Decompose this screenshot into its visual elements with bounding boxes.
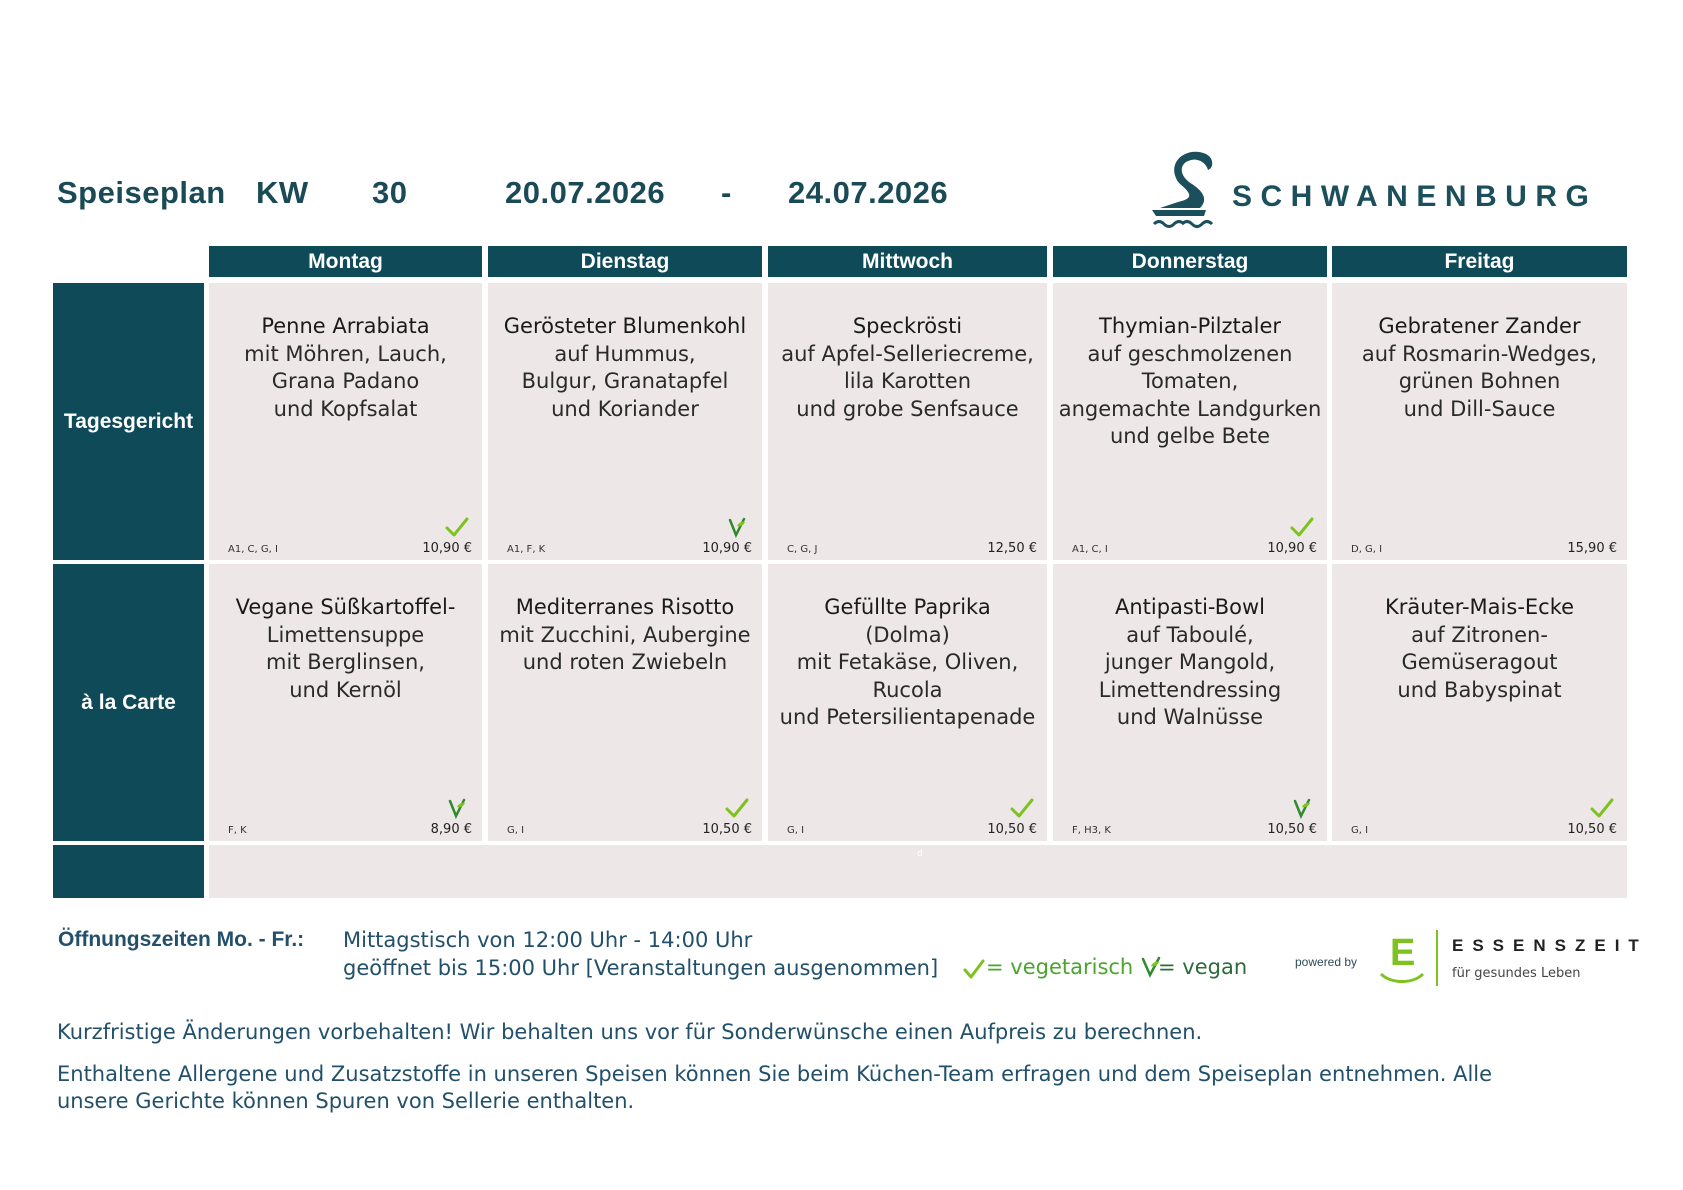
dish-line: und Babyspinat (1397, 677, 1562, 702)
menu-cell-tagesgericht-wednesday (768, 283, 1047, 560)
dish-description (1332, 313, 1627, 423)
opening-hours-line-1: Mittagstisch von 12:00 Uhr - 14:00 Uhr (343, 928, 753, 952)
vegetarian-check-icon (444, 516, 470, 538)
note-allergens-line-2: unsere Gerichte können Spuren von Sellerie enthalten. (57, 1089, 635, 1113)
dish-title: Penne Arrabiata (261, 314, 430, 338)
menu-cell-a-la-carte-friday (1332, 564, 1627, 841)
dish-description (768, 313, 1047, 423)
powered-by-label: powered by (1295, 955, 1358, 969)
dish-line: (Dolma) (865, 622, 950, 647)
extra-row (209, 845, 1627, 898)
dish-title: Vegane Süßkartoffel- (235, 595, 456, 619)
dish-line: mit Zucchini, Aubergine (499, 622, 751, 647)
note-changes: Kurzfristige Änderungen vorbehalten! Wir behalten uns vor für Sonderwünsche einen Aufpreis zu berechnen. (57, 1020, 1203, 1044)
essenszeit-logo-icon (1377, 932, 1427, 988)
dish-line: grünen Bohnen (1398, 369, 1561, 393)
dish-title: Antipasti-Bowl (1114, 595, 1266, 619)
menu-cell-tagesgericht-tuesday (488, 283, 762, 560)
dish-price: 8,90 € (430, 822, 472, 837)
row-label-empty (53, 845, 204, 898)
dish-title: Mediterranes Risotto (515, 595, 735, 619)
menu-cell-tagesgericht-friday (1332, 283, 1627, 560)
date-to: 24.07.2026 (788, 175, 949, 210)
logo-wordmark: SCHWANENBURG (1232, 180, 1598, 213)
dish-price: 10,90 € (422, 541, 472, 556)
allergen-codes: A1, F, K (507, 544, 546, 555)
day-header-friday: Freitag (1332, 246, 1627, 277)
extra-row-note: d (917, 849, 923, 859)
menu-cell-tagesgericht-thursday (1053, 283, 1327, 560)
dish-title: Thymian-Pilztaler (1099, 314, 1281, 338)
allergen-codes: F, K (228, 825, 247, 836)
dish-description (209, 594, 482, 704)
dish-line: auf Rosmarin-Wedges, (1361, 341, 1598, 366)
dish-line: Bulgur, Granatapfel (521, 369, 729, 393)
dish-title: Speckrösti (852, 314, 963, 338)
legend-vegetarian: = vegetarisch (986, 955, 1134, 979)
dish-line: auf Zitronen-Gemüseragout (1401, 622, 1558, 674)
dish-line: mit Möhren, Lauch, (244, 341, 447, 366)
dish-line: und Koriander (551, 396, 699, 421)
allergen-codes: C, G, J (787, 544, 818, 555)
dish-price: 10,50 € (1567, 822, 1617, 837)
dish-line: Limettendressing (1098, 677, 1282, 702)
opening-hours-label: Öffnungszeiten Mo. - Fr.: (58, 928, 305, 951)
dish-title: Gerösteter Blumenkohl (503, 314, 747, 338)
vegetarian-check-icon (963, 958, 985, 980)
dish-price: 10,90 € (702, 541, 752, 556)
dish-line: und Dill-Sauce (1403, 396, 1556, 421)
dish-line: und grobe Senfsauce (796, 396, 1019, 421)
dish-line: junger Mangold, (1104, 650, 1276, 674)
dish-price: 12,50 € (987, 541, 1037, 556)
dish-price: 10,50 € (987, 822, 1037, 837)
dish-description (1053, 594, 1327, 732)
vegetarian-check-icon (1589, 797, 1615, 819)
kw-number: 30 (372, 175, 408, 210)
dish-description (1332, 594, 1627, 704)
day-header-monday: Montag (209, 246, 482, 277)
dish-price: 10,50 € (702, 822, 752, 837)
date-from: 20.07.2026 (505, 175, 666, 210)
brand-divider (1436, 930, 1438, 986)
dish-line: und Petersilientapenade (779, 705, 1036, 729)
dish-description (488, 313, 762, 423)
dish-price: 15,90 € (1567, 541, 1617, 556)
dish-line: Limettensuppe (266, 622, 425, 647)
dish-line: Grana Padano (271, 369, 420, 393)
row-label-tagesgericht: Tagesgericht (53, 283, 204, 560)
menu-cell-tagesgericht-monday (209, 283, 482, 560)
dish-title: Gefüllte Paprika (824, 595, 991, 619)
dish-description (488, 594, 762, 677)
date-separator: - (721, 175, 732, 210)
dish-line: auf Hummus, (554, 341, 696, 366)
note-allergens-line-1: Enthaltene Allergene und Zusatzstoffe in unseren Speisen können Sie beim Küchen-Team erfragen und dem Speiseplan entnehmen. Alle (57, 1062, 1493, 1086)
vegan-leaf-icon (724, 516, 750, 538)
allergen-codes: A1, C, G, I (228, 544, 278, 555)
vegan-leaf-icon (444, 797, 470, 819)
opening-hours-line-2: geöffnet bis 15:00 Uhr [Veranstaltungen ausgenommen] (343, 956, 939, 980)
allergen-codes: G, I (507, 825, 525, 836)
row-label-a-la-carte: à la Carte (53, 564, 204, 841)
dish-line: und Kernöl (289, 677, 402, 702)
essenszeit-tagline: für gesundes Leben (1452, 966, 1581, 981)
page-title: Speiseplan (57, 175, 226, 210)
dish-title: Gebratener Zander (1378, 314, 1581, 338)
essenszeit-name: ESSENSZEIT (1452, 936, 1648, 955)
dish-line: mit Fetakäse, Oliven, (796, 650, 1019, 674)
dish-description (1053, 313, 1327, 451)
dish-line: Rucola (872, 677, 943, 702)
kw-label: KW (256, 175, 309, 210)
day-header-wednesday: Mittwoch (768, 246, 1047, 277)
swan-logo-icon (1148, 140, 1228, 232)
dish-line: lila Karotten (843, 369, 972, 393)
day-header-tuesday: Dienstag (488, 246, 762, 277)
menu-cell-a-la-carte-tuesday (488, 564, 762, 841)
vegetarian-check-icon (1009, 797, 1035, 819)
dish-line: und Walnüsse (1116, 705, 1264, 729)
allergen-codes: D, G, I (1351, 544, 1383, 555)
dish-line: und gelbe Bete (1109, 424, 1271, 448)
allergen-codes: F, H3, K (1072, 825, 1111, 836)
essenszeit-logo-letter: E (1390, 932, 1416, 974)
dish-line: und roten Zwiebeln (522, 650, 728, 674)
allergen-codes: G, I (1351, 825, 1369, 836)
vegan-leaf-icon (1289, 797, 1315, 819)
dish-line: und Kopfsalat (273, 396, 418, 421)
dish-line: auf Apfel-Selleriecreme, (781, 341, 1034, 366)
vegetarian-check-icon (1289, 516, 1315, 538)
dish-description (209, 313, 482, 423)
vegetarian-check-icon (724, 797, 750, 819)
dish-title: Kräuter-Mais-Ecke (1384, 595, 1575, 619)
allergen-codes: A1, C, I (1072, 544, 1108, 555)
day-header-thursday: Donnerstag (1053, 246, 1327, 277)
allergen-codes: G, I (787, 825, 805, 836)
dish-line: auf Taboulé, (1126, 622, 1254, 647)
dish-line: auf geschmolzenen (1087, 341, 1293, 366)
legend-vegan: = vegan (1158, 955, 1248, 979)
menu-cell-a-la-carte-monday (209, 564, 482, 841)
dish-description (768, 594, 1047, 732)
dish-line: mit Berglinsen, (266, 650, 425, 674)
dish-price: 10,50 € (1267, 822, 1317, 837)
dish-line: Tomaten, (1141, 369, 1239, 393)
menu-cell-a-la-carte-thursday (1053, 564, 1327, 841)
menu-cell-a-la-carte-wednesday (768, 564, 1047, 841)
dish-line: angemachte Landgurken (1058, 396, 1322, 421)
dish-price: 10,90 € (1267, 541, 1317, 556)
